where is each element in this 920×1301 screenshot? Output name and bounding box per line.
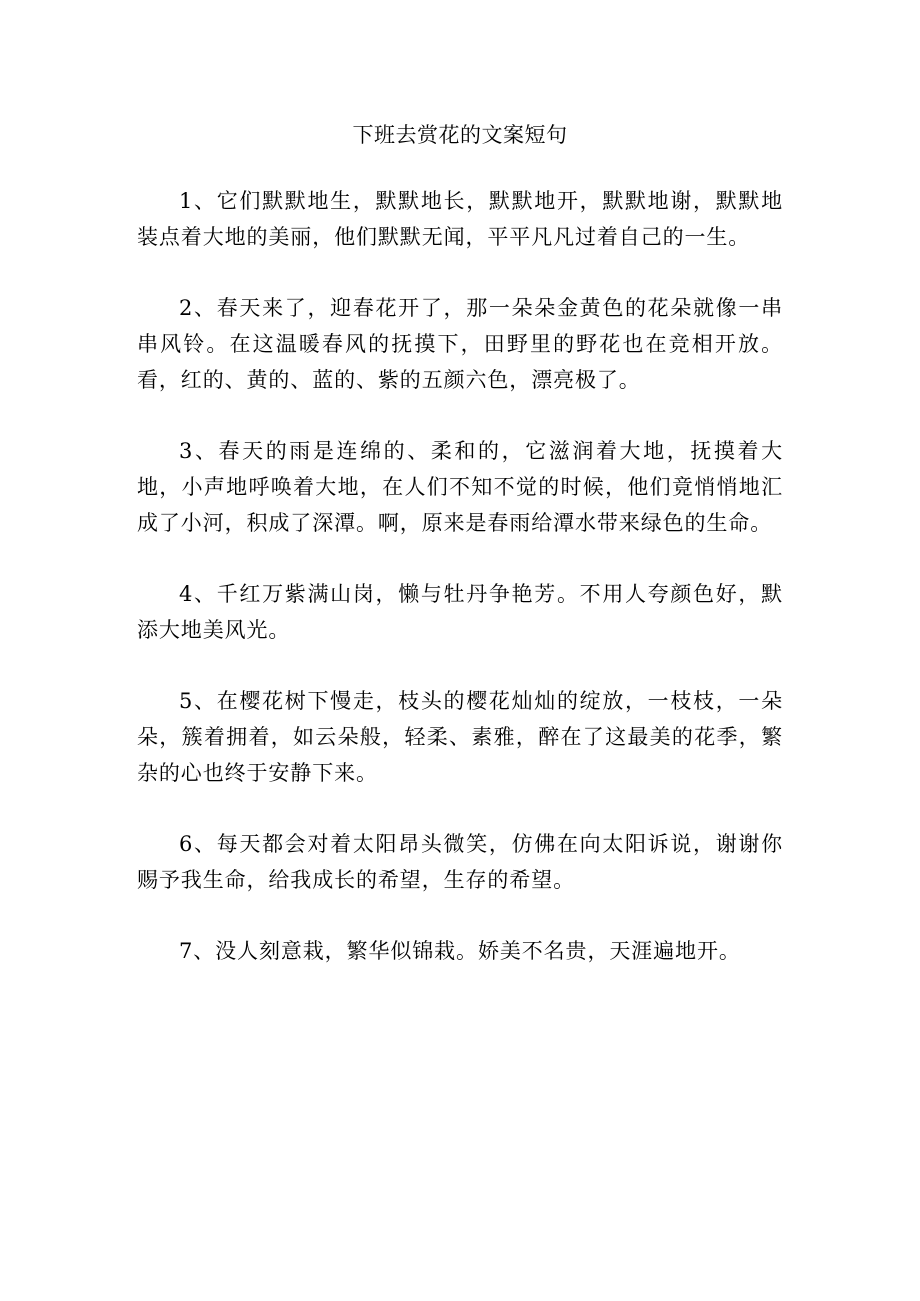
paragraph-2: 2、春天来了，迎春花开了，那一朵朵金黄色的花朵就像一串串风铃。在这温暖春风的抚摸下，田野里的野花也在竞相开放。看，红的、黄的、蓝的、紫的五颜六色，漂亮极了。 — [137, 296, 783, 392]
paragraph-3: 3、春天的雨是连绵的、柔和的，它滋润着大地，抚摸着大地，小声地呼唤着大地，在人们不知不觉的时候，他们竟悄悄地汇成了小河，积成了深潭。啊，原来是春雨给潭水带来绿色的生命。 — [137, 439, 783, 535]
document-title: 下班去赏花的文案短句 — [352, 123, 568, 147]
paragraph-5: 5、在樱花树下慢走，枝头的樱花灿灿的绽放，一枝枝，一朵朵，簇着拥着，如云朵般，轻柔、素雅，醉在了这最美的花季，繁杂的心也终于安静下来。 — [137, 689, 783, 785]
document-body — [137, 183, 783, 1004]
paragraph-1: 1、它们默默地生，默默地长，默默地开，默默地谢，默默地装点着大地的美丽，他们默默无闻，平平凡凡过着自己的一生。 — [137, 189, 783, 249]
paragraph-4: 4、千红万紫满山岗，懒与牡丹争艳芳。不用人夸颜色好，默添大地美风光。 — [137, 582, 783, 642]
paragraph-7: 7、没人刻意栽，繁华似锦栽。娇美不名贵，天涯遍地开。 — [179, 939, 741, 963]
paragraph-6: 6、每天都会对着太阳昂头微笑，仿佛在向太阳诉说，谢谢你赐予我生命，给我成长的希望，生存的希望。 — [137, 832, 783, 892]
